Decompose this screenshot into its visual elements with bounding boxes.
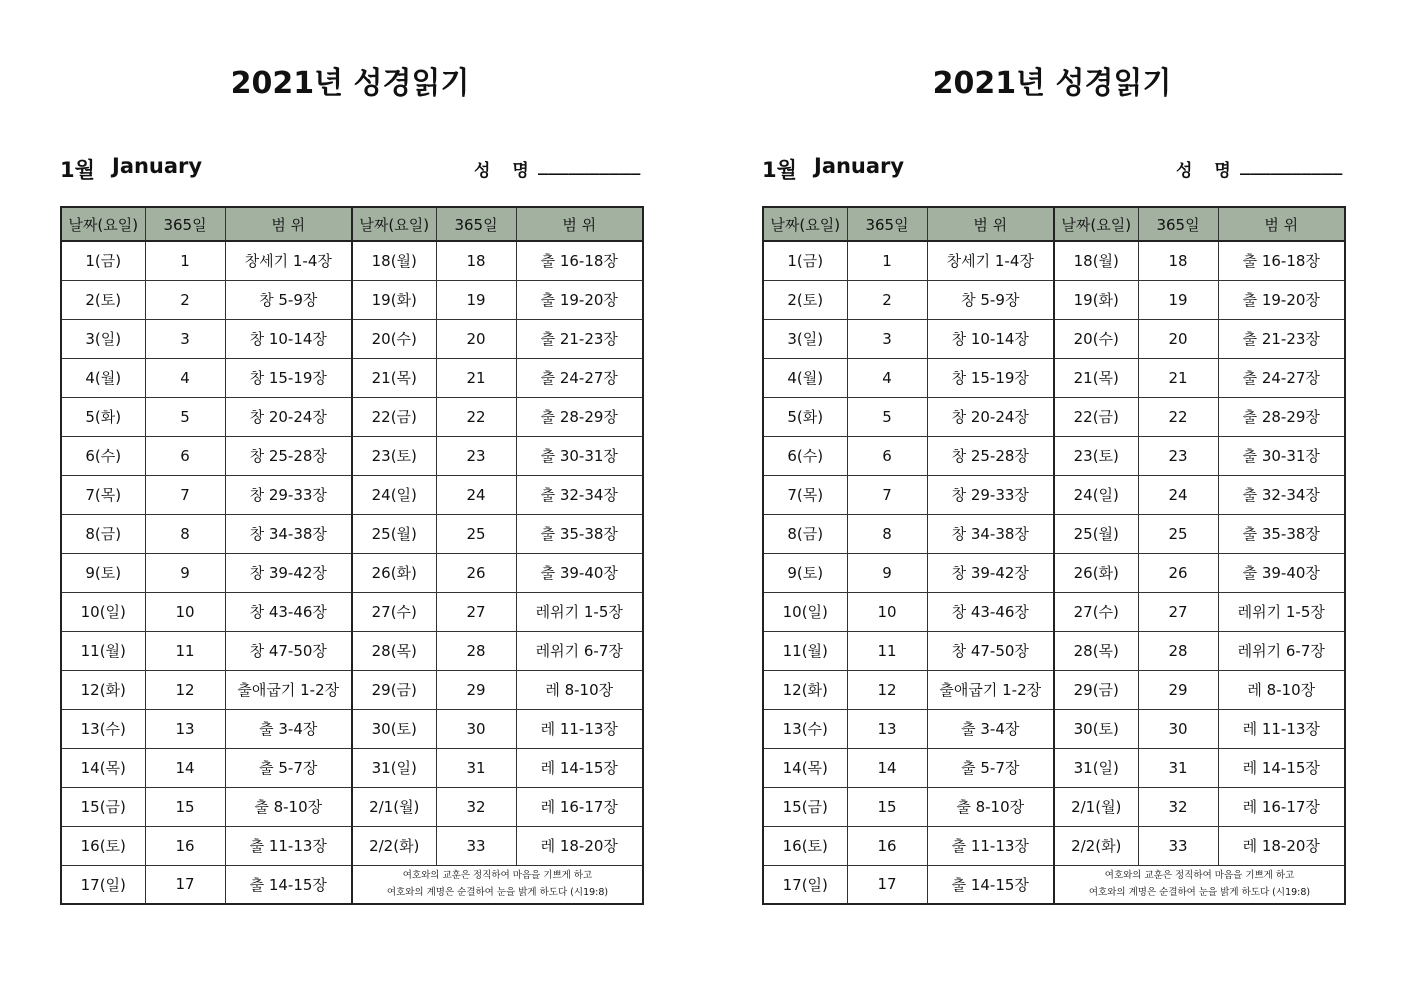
date-cell: 27(수) (1054, 592, 1138, 631)
range-cell: 창세기 1-4장 (927, 241, 1054, 280)
date-cell: 4(월) (61, 358, 145, 397)
month-number: 1월 (762, 158, 797, 182)
range-cell: 창 47-50장 (927, 631, 1054, 670)
reading-page-right (760, 0, 1360, 992)
range-cell: 출애굽기 1-2장 (927, 670, 1054, 709)
day-count-cell: 32 (436, 787, 516, 826)
date-cell: 7(목) (763, 475, 847, 514)
header-range: 범 위 (1218, 207, 1345, 241)
range-cell: 출 5-7장 (225, 748, 352, 787)
date-cell: 8(금) (763, 514, 847, 553)
table-row (763, 397, 1345, 436)
header-day-count: 365일 (847, 207, 927, 241)
day-count-cell: 8 (145, 514, 225, 553)
range-cell: 레 18-20장 (1218, 826, 1345, 865)
table-row (763, 787, 1345, 826)
date-cell: 21(목) (352, 358, 436, 397)
day-count-cell: 21 (1138, 358, 1218, 397)
date-cell: 12(화) (763, 670, 847, 709)
day-count-cell: 26 (436, 553, 516, 592)
month-number: 1월 (60, 158, 95, 182)
range-cell: 출 24-27장 (1218, 358, 1345, 397)
table-row (763, 514, 1345, 553)
day-count-cell: 10 (145, 592, 225, 631)
date-cell: 26(화) (1054, 553, 1138, 592)
range-cell: 창 15-19장 (225, 358, 352, 397)
range-cell: 출애굽기 1-2장 (225, 670, 352, 709)
range-cell: 출 11-13장 (225, 826, 352, 865)
date-cell: 15(금) (61, 787, 145, 826)
range-cell: 출 16-18장 (516, 241, 643, 280)
table-row (61, 319, 643, 358)
day-count-cell: 24 (436, 475, 516, 514)
date-cell: 10(일) (61, 592, 145, 631)
header-date: 날짜(요일) (61, 207, 145, 241)
table-header (61, 207, 643, 241)
date-cell: 16(토) (61, 826, 145, 865)
range-cell: 창 25-28장 (225, 436, 352, 475)
reading-plan-table (762, 206, 1346, 905)
day-count-cell: 17 (847, 865, 927, 904)
page-title: 2021년 성경읽기 (230, 66, 470, 101)
table-row (61, 514, 643, 553)
range-cell: 레 18-20장 (516, 826, 643, 865)
date-cell: 28(목) (352, 631, 436, 670)
table-row (763, 865, 1345, 904)
range-cell: 레 11-13장 (1218, 709, 1345, 748)
date-cell: 17(일) (61, 865, 145, 904)
range-cell: 출 3-4장 (927, 709, 1054, 748)
day-count-cell: 13 (145, 709, 225, 748)
reading-page-left (58, 0, 658, 992)
day-count-cell: 29 (436, 670, 516, 709)
date-cell: 9(토) (763, 553, 847, 592)
range-cell: 출 39-40장 (1218, 553, 1345, 592)
day-count-cell: 18 (436, 241, 516, 280)
header-range: 범 위 (225, 207, 352, 241)
table-row (763, 826, 1345, 865)
table-row (61, 553, 643, 592)
range-cell: 출 28-29장 (516, 397, 643, 436)
range-cell: 출 19-20장 (1218, 280, 1345, 319)
table-row (61, 397, 643, 436)
range-cell: 창 43-46장 (927, 592, 1054, 631)
range-cell: 창 39-42장 (225, 553, 352, 592)
date-cell: 12(화) (61, 670, 145, 709)
range-cell: 창 29-33장 (927, 475, 1054, 514)
date-cell: 14(목) (763, 748, 847, 787)
date-cell: 14(목) (61, 748, 145, 787)
table-row (61, 592, 643, 631)
date-cell: 2/1(월) (352, 787, 436, 826)
day-count-cell: 17 (145, 865, 225, 904)
range-cell: 출 30-31장 (1218, 436, 1345, 475)
header-range: 범 위 (927, 207, 1054, 241)
date-cell: 26(화) (352, 553, 436, 592)
date-cell: 24(일) (352, 475, 436, 514)
range-cell: 출 28-29장 (1218, 397, 1345, 436)
table-row (61, 709, 643, 748)
date-cell: 3(일) (763, 319, 847, 358)
verse-line: 여호와의 교훈은 정직하여 마음을 기쁘게 하고 (1104, 870, 1295, 882)
range-cell: 창 5-9장 (225, 280, 352, 319)
range-cell: 출 14-15장 (927, 865, 1054, 904)
day-count-cell: 25 (1138, 514, 1218, 553)
day-count-cell: 33 (1138, 826, 1218, 865)
verse-line: 여호와의 교훈은 정직하여 마음을 기쁘게 하고 (402, 870, 593, 882)
month-name: January (814, 154, 905, 178)
day-count-cell: 12 (145, 670, 225, 709)
day-count-cell: 8 (847, 514, 927, 553)
range-cell: 출 32-34장 (1218, 475, 1345, 514)
date-cell: 22(금) (1054, 397, 1138, 436)
table-row (61, 748, 643, 787)
table-row (61, 787, 643, 826)
range-cell: 출 39-40장 (516, 553, 643, 592)
day-count-cell: 1 (847, 241, 927, 280)
day-count-cell: 10 (847, 592, 927, 631)
day-count-cell: 15 (145, 787, 225, 826)
date-cell: 30(토) (1054, 709, 1138, 748)
range-cell: 창 29-33장 (225, 475, 352, 514)
month-header (58, 154, 642, 188)
day-count-cell: 28 (436, 631, 516, 670)
range-cell: 출 30-31장 (516, 436, 643, 475)
verse-cell (1054, 865, 1345, 904)
day-count-cell: 6 (145, 436, 225, 475)
day-count-cell: 22 (436, 397, 516, 436)
date-cell: 8(금) (61, 514, 145, 553)
date-cell: 31(일) (1054, 748, 1138, 787)
date-cell: 19(화) (1054, 280, 1138, 319)
header-date: 날짜(요일) (763, 207, 847, 241)
range-cell: 창 5-9장 (927, 280, 1054, 319)
range-cell: 창 43-46장 (225, 592, 352, 631)
name-blank-line: __________ (538, 156, 641, 176)
day-count-cell: 14 (145, 748, 225, 787)
date-cell: 23(토) (352, 436, 436, 475)
date-cell: 2/2(화) (1054, 826, 1138, 865)
range-cell: 창 20-24장 (225, 397, 352, 436)
date-cell: 11(월) (763, 631, 847, 670)
day-count-cell: 21 (436, 358, 516, 397)
date-cell: 2(토) (61, 280, 145, 319)
day-count-cell: 26 (1138, 553, 1218, 592)
date-cell: 1(금) (61, 241, 145, 280)
day-count-cell: 6 (847, 436, 927, 475)
table-row (61, 358, 643, 397)
day-count-cell: 16 (847, 826, 927, 865)
day-count-cell: 22 (1138, 397, 1218, 436)
date-cell: 13(수) (763, 709, 847, 748)
range-cell: 출 8-10장 (225, 787, 352, 826)
day-count-cell: 3 (847, 319, 927, 358)
date-cell: 24(일) (1054, 475, 1138, 514)
day-count-cell: 5 (145, 397, 225, 436)
range-cell: 출 8-10장 (927, 787, 1054, 826)
date-cell: 31(일) (352, 748, 436, 787)
day-count-cell: 30 (1138, 709, 1218, 748)
day-count-cell: 27 (436, 592, 516, 631)
day-count-cell: 5 (847, 397, 927, 436)
table-body (763, 241, 1345, 904)
day-count-cell: 4 (145, 358, 225, 397)
table-row (763, 709, 1345, 748)
date-cell: 13(수) (61, 709, 145, 748)
date-cell: 30(토) (352, 709, 436, 748)
date-cell: 2(토) (763, 280, 847, 319)
day-count-cell: 2 (145, 280, 225, 319)
header-day-count: 365일 (1138, 207, 1218, 241)
day-count-cell: 12 (847, 670, 927, 709)
date-cell: 23(토) (1054, 436, 1138, 475)
day-count-cell: 27 (1138, 592, 1218, 631)
date-cell: 5(화) (763, 397, 847, 436)
day-count-cell: 32 (1138, 787, 1218, 826)
day-count-cell: 2 (847, 280, 927, 319)
verse-line: 여호와의 계명은 순결하여 눈을 밝게 하도다 (시19:8) (1088, 887, 1311, 899)
table-row (763, 436, 1345, 475)
range-cell: 창 20-24장 (927, 397, 1054, 436)
date-cell: 28(목) (1054, 631, 1138, 670)
month-header (760, 154, 1344, 188)
day-count-cell: 28 (1138, 631, 1218, 670)
date-cell: 17(일) (763, 865, 847, 904)
range-cell: 출 21-23장 (1218, 319, 1345, 358)
date-cell: 22(금) (352, 397, 436, 436)
day-count-cell: 3 (145, 319, 225, 358)
table-row (61, 475, 643, 514)
range-cell: 출 11-13장 (927, 826, 1054, 865)
date-cell: 2/1(월) (1054, 787, 1138, 826)
reading-plan-table (60, 206, 644, 905)
table-row (61, 865, 643, 904)
table-row (763, 358, 1345, 397)
header-day-count: 365일 (145, 207, 225, 241)
table-row (763, 553, 1345, 592)
table-row (763, 280, 1345, 319)
date-cell: 25(월) (1054, 514, 1138, 553)
date-cell: 7(목) (61, 475, 145, 514)
table-row (763, 748, 1345, 787)
date-cell: 16(토) (763, 826, 847, 865)
day-count-cell: 1 (145, 241, 225, 280)
day-count-cell: 33 (436, 826, 516, 865)
range-cell: 출 24-27장 (516, 358, 643, 397)
date-cell: 20(수) (1054, 319, 1138, 358)
range-cell: 레 14-15장 (1218, 748, 1345, 787)
range-cell: 출 35-38장 (1218, 514, 1345, 553)
table-row (61, 631, 643, 670)
day-count-cell: 4 (847, 358, 927, 397)
day-count-cell: 25 (436, 514, 516, 553)
month-name: January (112, 154, 203, 178)
day-count-cell: 30 (436, 709, 516, 748)
range-cell: 출 32-34장 (516, 475, 643, 514)
day-count-cell: 11 (847, 631, 927, 670)
range-cell: 레 16-17장 (516, 787, 643, 826)
header-date: 날짜(요일) (352, 207, 436, 241)
date-cell: 3(일) (61, 319, 145, 358)
table-row (763, 319, 1345, 358)
range-cell: 출 16-18장 (1218, 241, 1345, 280)
table-row (763, 631, 1345, 670)
page-title: 2021년 성경읽기 (932, 66, 1172, 101)
day-count-cell: 18 (1138, 241, 1218, 280)
date-cell: 18(월) (352, 241, 436, 280)
day-count-cell: 19 (436, 280, 516, 319)
table-row (61, 241, 643, 280)
range-cell: 창 39-42장 (927, 553, 1054, 592)
day-count-cell: 7 (847, 475, 927, 514)
date-cell: 9(토) (61, 553, 145, 592)
date-cell: 27(수) (352, 592, 436, 631)
date-cell: 4(월) (763, 358, 847, 397)
date-cell: 19(화) (352, 280, 436, 319)
name-blank-line: __________ (1240, 156, 1343, 176)
day-count-cell: 19 (1138, 280, 1218, 319)
header-day-count: 365일 (436, 207, 516, 241)
table-row (763, 241, 1345, 280)
date-cell: 15(금) (763, 787, 847, 826)
date-cell: 2/2(화) (352, 826, 436, 865)
range-cell: 레 14-15장 (516, 748, 643, 787)
range-cell: 레위기 6-7장 (516, 631, 643, 670)
range-cell: 레 11-13장 (516, 709, 643, 748)
name-label: 성 명 (474, 161, 537, 181)
date-cell: 29(금) (1054, 670, 1138, 709)
range-cell: 레 16-17장 (1218, 787, 1345, 826)
table-row (763, 592, 1345, 631)
day-count-cell: 24 (1138, 475, 1218, 514)
range-cell: 레위기 1-5장 (516, 592, 643, 631)
day-count-cell: 14 (847, 748, 927, 787)
date-cell: 6(수) (763, 436, 847, 475)
range-cell: 창 47-50장 (225, 631, 352, 670)
range-cell: 레위기 1-5장 (1218, 592, 1345, 631)
day-count-cell: 23 (436, 436, 516, 475)
table-row (61, 826, 643, 865)
date-cell: 21(목) (1054, 358, 1138, 397)
table-row (763, 475, 1345, 514)
range-cell: 창 10-14장 (927, 319, 1054, 358)
range-cell: 레 8-10장 (1218, 670, 1345, 709)
table-row (61, 280, 643, 319)
date-cell: 18(월) (1054, 241, 1138, 280)
date-cell: 5(화) (61, 397, 145, 436)
date-cell: 29(금) (352, 670, 436, 709)
date-cell: 11(월) (61, 631, 145, 670)
day-count-cell: 16 (145, 826, 225, 865)
range-cell: 창세기 1-4장 (225, 241, 352, 280)
day-count-cell: 31 (436, 748, 516, 787)
day-count-cell: 9 (145, 553, 225, 592)
table-body (61, 241, 643, 904)
range-cell: 출 19-20장 (516, 280, 643, 319)
verse-line: 여호와의 계명은 순결하여 눈을 밝게 하도다 (시19:8) (386, 887, 609, 899)
range-cell: 출 35-38장 (516, 514, 643, 553)
day-count-cell: 29 (1138, 670, 1218, 709)
day-count-cell: 13 (847, 709, 927, 748)
date-cell: 1(금) (763, 241, 847, 280)
range-cell: 창 25-28장 (927, 436, 1054, 475)
date-cell: 20(수) (352, 319, 436, 358)
day-count-cell: 20 (436, 319, 516, 358)
date-cell: 6(수) (61, 436, 145, 475)
header-range: 범 위 (516, 207, 643, 241)
day-count-cell: 15 (847, 787, 927, 826)
verse-cell (352, 865, 643, 904)
name-label: 성 명 (1176, 161, 1239, 181)
range-cell: 출 14-15장 (225, 865, 352, 904)
table-row (763, 670, 1345, 709)
range-cell: 창 34-38장 (225, 514, 352, 553)
day-count-cell: 20 (1138, 319, 1218, 358)
day-count-cell: 9 (847, 553, 927, 592)
header-date: 날짜(요일) (1054, 207, 1138, 241)
day-count-cell: 23 (1138, 436, 1218, 475)
range-cell: 레 8-10장 (516, 670, 643, 709)
range-cell: 출 3-4장 (225, 709, 352, 748)
day-count-cell: 7 (145, 475, 225, 514)
date-cell: 25(월) (352, 514, 436, 553)
date-cell: 10(일) (763, 592, 847, 631)
day-count-cell: 11 (145, 631, 225, 670)
range-cell: 출 21-23장 (516, 319, 643, 358)
range-cell: 출 5-7장 (927, 748, 1054, 787)
day-count-cell: 31 (1138, 748, 1218, 787)
range-cell: 레위기 6-7장 (1218, 631, 1345, 670)
table-row (61, 670, 643, 709)
range-cell: 창 10-14장 (225, 319, 352, 358)
range-cell: 창 15-19장 (927, 358, 1054, 397)
range-cell: 창 34-38장 (927, 514, 1054, 553)
table-header (763, 207, 1345, 241)
table-row (61, 436, 643, 475)
